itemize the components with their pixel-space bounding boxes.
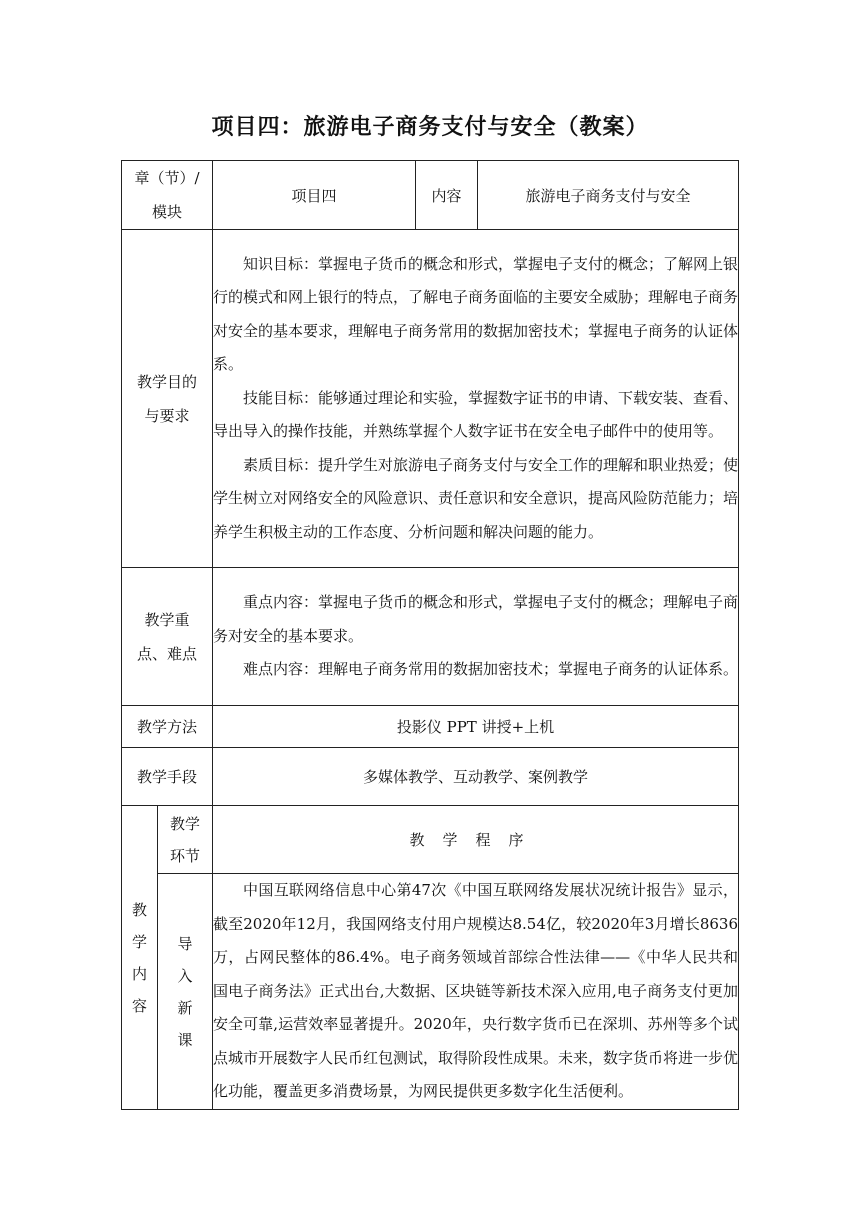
key-points-label: 教学重点、难点 (122, 568, 213, 706)
means-row (122, 748, 739, 806)
method-row (122, 706, 739, 748)
objectives-label: 教学目的与要求 (122, 230, 213, 568)
document-title: 项目四：旅游电子商务支付与安全（教案） (211, 115, 649, 140)
intro-paragraph: 中国互联网络信息中心第47次《中国互联网络发展状况统计报告》显示，截至2020年12月，我国网络支付用户规模达8.54亿，较2020年3月增长8636万，占网民整体的86.4%。电子商务领域首部综合性法律——《中华人民共和国电子商务法》正式出台,大数据、区块链等新技术深入应用,电子商务支付更加安全可靠,运营效率显著提升。2020年，央行数字货币已在深圳、苏州等多个试点城市开展数字人民币红包测试，取得阶段性成果。未来，数字货币将进一步优化功能，覆盖更多消费场景，为网民提供更多数字化生活便利。 (213, 881, 739, 1101)
method-label: 教学方法 (122, 706, 213, 748)
content-section-text: 教学内容 (131, 900, 147, 1015)
means-value: 多媒体教学、互动教学、案例教学 (213, 748, 739, 806)
skill-objective: 技能目标：能够通过理论和实验，掌握数字证书的申请、下载安装、查看、导出导入的操作技能，并熟练掌握个人数字证书在安全电子邮件中的使用等。 (213, 388, 739, 441)
quality-objective: 素质目标：提升学生对旅游电子商务支付与安全工作的理解和职业热爱；使学生树立对网络安全的风险意识、责任意识和安全意识，提高风险防范能力；培养学生积极主动的工作态度、分析问题和解决问题的能力。 (213, 455, 739, 541)
chapter-label: 章（节）/模块 (122, 161, 213, 230)
objectives-row (122, 230, 739, 568)
intro-row (122, 874, 739, 1110)
key-point-paragraph: 重点内容：掌握电子货币的概念和形式，掌握电子支付的概念；理解电子商务对安全的基本要求。 (213, 593, 739, 645)
stage-header: 教学环节 (158, 806, 213, 874)
means-label: 教学手段 (122, 748, 213, 806)
procedure-header: 教学程序 (213, 806, 739, 874)
method-value: 投影仪 PPT 讲授+上机 (213, 706, 739, 748)
objectives-content (213, 230, 739, 568)
intro-label (158, 874, 213, 1110)
difficult-point-paragraph: 难点内容：理解电子商务常用的数据加密技术；掌握电子商务的认证体系。 (243, 660, 739, 679)
chapter-value: 项目四 (213, 161, 416, 230)
lesson-plan-table (121, 160, 739, 1110)
procedure-header-row (122, 806, 739, 874)
key-points-content (213, 568, 739, 706)
content-value: 旅游电子商务支付与安全 (478, 161, 739, 230)
content-section-label (122, 806, 158, 1110)
header-row (122, 161, 739, 230)
content-label: 内容 (416, 161, 478, 230)
knowledge-objective: 知识目标：掌握电子货币的概念和形式，掌握电子支付的概念；了解网上银行的模式和网上银行的特点，了解电子商务面临的主要安全威胁；理解电子商务对安全的基本要求，理解电子商务常用的数据加密技术；掌握电子商务的认证体系。 (213, 254, 739, 374)
intro-label-text: 导入新课 (177, 934, 193, 1049)
intro-content (213, 874, 739, 1110)
key-points-row (122, 568, 739, 706)
